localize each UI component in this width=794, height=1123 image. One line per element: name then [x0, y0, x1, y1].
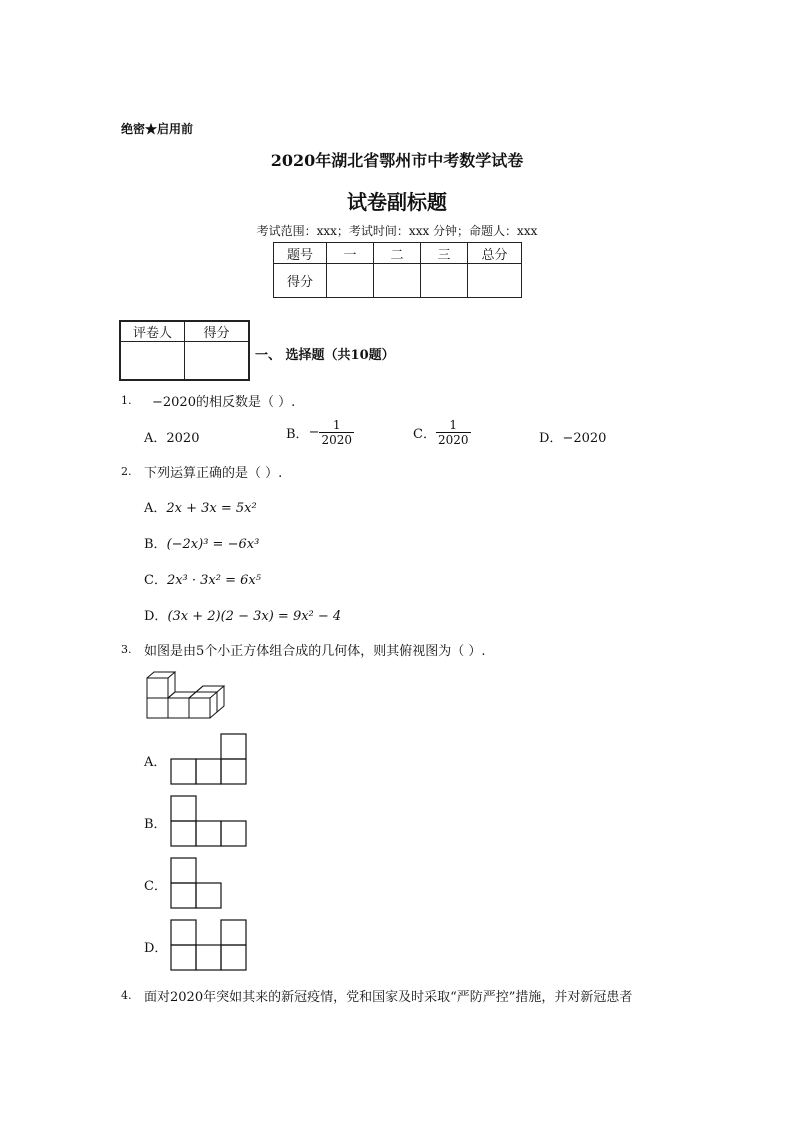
option-c: [144, 569, 261, 588]
grader-table: [119, 320, 250, 381]
stem-math: −2020: [152, 395, 196, 410]
grader-header-cell: 评卷人: [120, 321, 185, 342]
grader-cell: [120, 342, 185, 380]
score-header-cell: 二: [374, 243, 421, 264]
option-sign: −: [308, 425, 320, 440]
option-label: C．: [413, 427, 436, 442]
question-number: 3.: [121, 643, 132, 656]
score-header-cell: 题号: [274, 243, 327, 264]
option-label: D．: [144, 609, 168, 624]
score-cell: [421, 264, 468, 298]
score-header-cell: 总分: [468, 243, 522, 264]
option-b: [286, 418, 354, 447]
question-number: 2.: [121, 465, 132, 478]
grader-header-cell: 得分: [185, 321, 250, 342]
question-number: 4.: [121, 989, 132, 1002]
option-d: [144, 605, 341, 624]
option-b-figure: [170, 792, 248, 848]
option-label: B．: [144, 537, 167, 552]
option-label: A．: [144, 501, 167, 516]
option-formula: (−2x)³ = −6x³: [166, 537, 260, 552]
option-a: [144, 497, 257, 516]
option-label: A．: [144, 431, 167, 446]
score-row-label: 得分: [274, 264, 327, 298]
option-label: B．: [286, 427, 309, 442]
option-label: C．: [144, 573, 167, 588]
option-b: B．: [144, 817, 167, 832]
cube-solid-figure: [144, 670, 234, 722]
section-title: 一、 选择题（共10题）: [255, 348, 395, 363]
question-stem: 下列运算正确的是（ ）.: [144, 466, 283, 481]
score-cell: [468, 264, 522, 298]
question-stem: [152, 391, 295, 410]
option-label: D．: [539, 431, 563, 446]
option-value: −2020: [562, 431, 607, 446]
score-header-cell: 三: [421, 243, 468, 264]
stem-text: 的相反数是（ ）.: [195, 395, 296, 410]
option-a: [144, 427, 199, 446]
score-cell: [327, 264, 374, 298]
option-formula: 2x³ · 3x² = 6x⁵: [166, 573, 261, 588]
option-c-figure: [170, 854, 248, 910]
exam-subtitle: 试卷副标题: [347, 190, 447, 214]
score-table: [273, 242, 522, 298]
option-formula: (3x + 2)(2 − 3x) = 9x² − 4: [167, 609, 342, 624]
question-stem: 如图是由5个小正方体组合成的几何体，则其俯视图为（ ）.: [144, 644, 486, 659]
option-a: A．: [144, 755, 167, 770]
question-number: 1.: [121, 394, 132, 407]
fraction: $\frac{1}{2020}$: [321, 418, 353, 447]
option-d-figure: [170, 916, 248, 972]
question-stem: 面对2020年突如其来的新冠疫情，党和国家及时采取“严防严控”措施，并对新冠患者: [144, 990, 633, 1005]
grader-cell: [185, 342, 250, 380]
score-cell: [374, 264, 421, 298]
option-value: 2020: [166, 431, 200, 446]
secret-label: 绝密★启用前: [121, 122, 194, 136]
exam-info: 考试范围：xxx；考试时间：xxx 分钟；命题人：xxx: [256, 224, 538, 238]
score-header-cell: 一: [327, 243, 374, 264]
exam-title: 2020年湖北省鄂州市中考数学试卷: [270, 151, 524, 170]
option-formula: 2x + 3x = 5x²: [166, 501, 257, 516]
option-a-figure: [170, 730, 248, 786]
option-c: [413, 418, 471, 447]
option-b: [144, 533, 259, 552]
option-d: [539, 427, 606, 446]
fraction: $\frac{1}{2020}$: [437, 418, 469, 447]
option-d: D．: [144, 941, 168, 956]
option-c: C．: [144, 879, 167, 894]
